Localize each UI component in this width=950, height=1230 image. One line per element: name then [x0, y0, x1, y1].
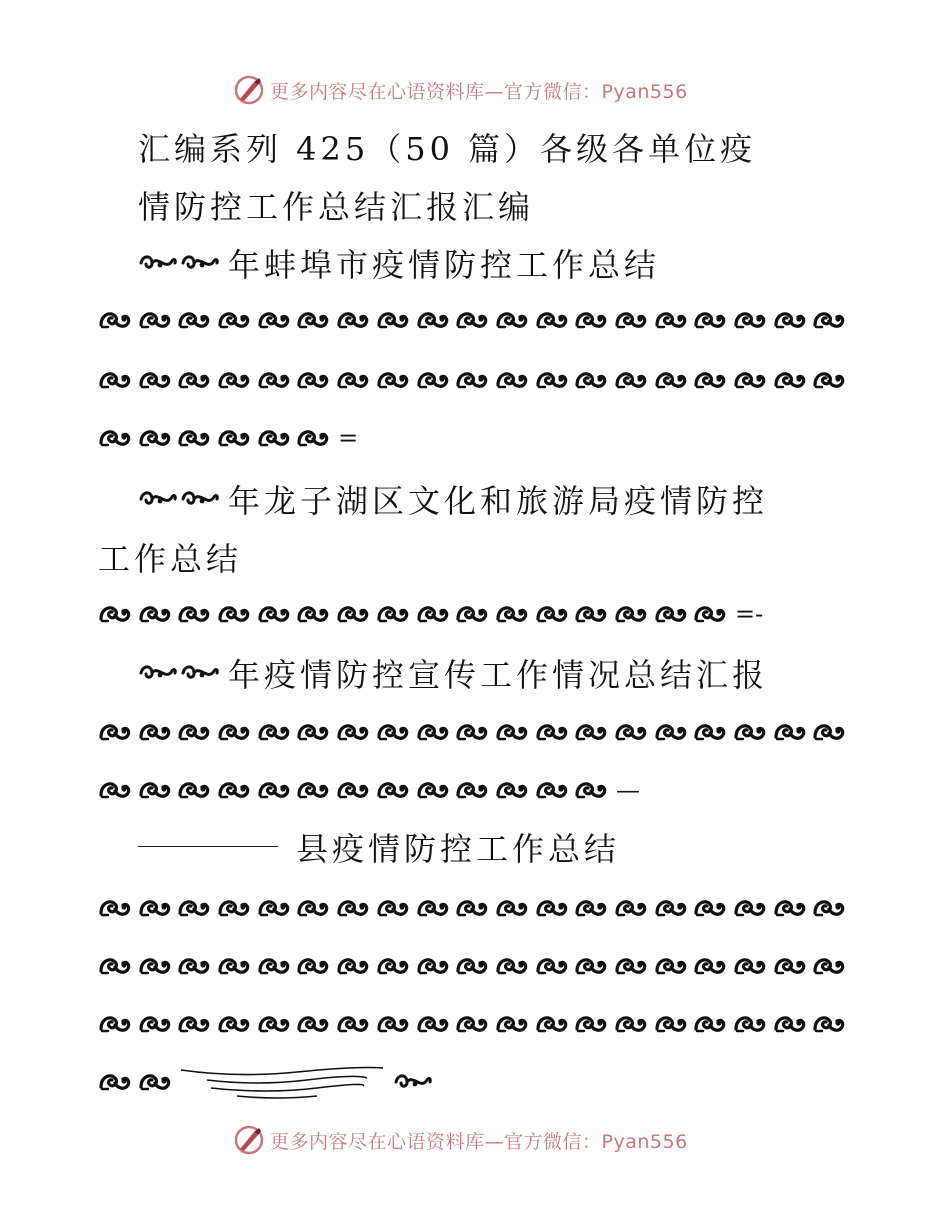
scroll-ornament-icon [336, 777, 370, 803]
toc-entry-2-continued: 工作总结 [98, 540, 243, 578]
scroll-ornament-icon [138, 719, 172, 745]
scroll-ornament-icon [693, 719, 727, 745]
scroll-ornament-icon [535, 307, 569, 333]
scroll-ornament-icon [336, 601, 370, 627]
scroll-ornament-icon [693, 953, 727, 979]
scroll-ornament-icon [495, 777, 529, 803]
scroll-ornament-icon [773, 895, 807, 921]
leader-row [98, 362, 852, 398]
scroll-ornament-icon [614, 307, 648, 333]
leader-row [98, 890, 852, 926]
scroll-ornament-icon [98, 367, 132, 393]
scroll-ornament-icon [535, 895, 569, 921]
flourish-ornament-icon [138, 487, 178, 511]
scroll-ornament-icon [654, 719, 688, 745]
scroll-ornament-icon [773, 367, 807, 393]
scroll-ornament-icon [217, 307, 251, 333]
toc-entry-3-title: 年疫情防控宣传工作情况总结汇报 [228, 656, 769, 694]
scroll-ornament-icon [138, 307, 172, 333]
scroll-ornament-icon [654, 367, 688, 393]
scroll-ornament-icon [98, 601, 132, 627]
scroll-ornament-icon [416, 601, 450, 627]
flourish-ornament-icon [180, 661, 220, 685]
scroll-ornament-icon [416, 953, 450, 979]
scroll-ornament-icon [733, 367, 767, 393]
scroll-ornament-icon [574, 777, 608, 803]
banner-text: 更多内容尽在心语资料库—官方微信：Pyan556 [270, 80, 688, 103]
scroll-ornament-icon [217, 719, 251, 745]
scroll-ornament-icon [812, 719, 846, 745]
scroll-ornament-icon [177, 953, 211, 979]
title-line-2: 情防控工作总结汇报汇编 [138, 188, 535, 226]
scroll-ornament-icon [336, 367, 370, 393]
scroll-ornament-icon [495, 719, 529, 745]
scroll-ornament-icon [495, 1011, 529, 1037]
scroll-ornament-icon [455, 367, 489, 393]
scroll-ornament-icon [574, 719, 608, 745]
scroll-ornament-icon [614, 953, 648, 979]
scroll-ornament-icon [535, 1011, 569, 1037]
scroll-ornament-icon [535, 953, 569, 979]
scroll-ornament-icon [336, 895, 370, 921]
scroll-ornament-icon [693, 307, 727, 333]
scroll-ornament-icon [177, 425, 211, 451]
scroll-ornament-icon [574, 953, 608, 979]
header-banner [232, 70, 752, 110]
scroll-ornament-icon [138, 895, 172, 921]
scroll-ornament-icon [654, 895, 688, 921]
scroll-ornament-icon [98, 953, 132, 979]
scroll-ornament-icon [177, 777, 211, 803]
scroll-ornament-icon [376, 601, 410, 627]
scroll-ornament-icon [654, 601, 688, 627]
scroll-ornament-icon [416, 777, 450, 803]
scroll-ornament-icon [812, 895, 846, 921]
scroll-ornament-icon [574, 895, 608, 921]
scroll-ornament-icon [455, 953, 489, 979]
scroll-ornament-icon [296, 425, 330, 451]
scroll-ornament-icon [416, 307, 450, 333]
scroll-ornament-icon [257, 1011, 291, 1037]
flourish-ornament-icon [138, 251, 178, 275]
scroll-ornament-icon [257, 777, 291, 803]
scroll-ornament-icon [773, 953, 807, 979]
scroll-ornament-icon [217, 601, 251, 627]
scroll-ornament-icon [455, 777, 489, 803]
banner-text: 更多内容尽在心语资料库—官方微信：Pyan556 [270, 1130, 688, 1153]
scroll-ornament-icon [296, 367, 330, 393]
scroll-ornament-icon [654, 1011, 688, 1037]
toc-entry-2 [138, 474, 768, 524]
scroll-ornament-icon [138, 367, 172, 393]
leader-row [98, 302, 852, 338]
scroll-ornament-icon [257, 367, 291, 393]
scroll-ornament-icon [535, 367, 569, 393]
leader-row [98, 772, 640, 808]
dash-leader [138, 842, 278, 852]
scroll-ornament-icon [376, 1011, 410, 1037]
scroll-ornament-icon [336, 953, 370, 979]
flourish-ornament-icon [393, 1070, 433, 1094]
scroll-ornament-icon [733, 895, 767, 921]
scroll-ornament-icon [296, 895, 330, 921]
scroll-ornament-icon [535, 601, 569, 627]
page-number-mark: — [615, 776, 640, 804]
scroll-ornament-icon [296, 307, 330, 333]
scroll-ornament-icon [376, 719, 410, 745]
scroll-ornament-icon [217, 367, 251, 393]
scroll-ornament-icon [336, 1011, 370, 1037]
scroll-ornament-icon [773, 1011, 807, 1037]
pen-logo-icon [232, 73, 266, 107]
scroll-ornament-icon [217, 953, 251, 979]
scroll-ornament-icon [416, 895, 450, 921]
scroll-ornament-icon [177, 1011, 211, 1037]
scroll-ornament-icon [574, 307, 608, 333]
scroll-ornament-icon [416, 1011, 450, 1037]
page-number-mark: =- [735, 600, 764, 628]
scroll-ornament-icon [773, 719, 807, 745]
scroll-ornament-icon [614, 601, 648, 627]
scroll-ornament-icon [217, 1011, 251, 1037]
toc-entry-1 [138, 238, 660, 288]
scroll-ornament-icon [177, 601, 211, 627]
scroll-ornament-icon [98, 1069, 132, 1095]
scroll-ornament-icon [296, 719, 330, 745]
scroll-ornament-icon [177, 895, 211, 921]
scroll-ornament-icon [138, 953, 172, 979]
leader-row [98, 1006, 852, 1042]
scroll-ornament-icon [614, 895, 648, 921]
scroll-ornament-icon [296, 777, 330, 803]
scroll-ornament-icon [98, 895, 132, 921]
scroll-ornament-icon [217, 895, 251, 921]
scroll-ornament-icon [693, 367, 727, 393]
scroll-ornament-icon [812, 953, 846, 979]
toc-entry-4 [138, 822, 620, 872]
scroll-ornament-icon [98, 719, 132, 745]
scroll-ornament-icon [733, 307, 767, 333]
scroll-ornament-icon [336, 719, 370, 745]
scroll-ornament-icon [693, 895, 727, 921]
flourish-ornament-icon [138, 661, 178, 685]
toc-entry-2-title: 年龙子湖区文化和旅游局疫情防控 [228, 482, 769, 520]
scroll-ornament-icon [733, 953, 767, 979]
scroll-ornament-icon [574, 1011, 608, 1037]
scroll-ornament-icon [138, 777, 172, 803]
toc-entry-3 [138, 648, 768, 698]
scroll-ornament-icon [812, 1011, 846, 1037]
scroll-ornament-icon [257, 719, 291, 745]
footer-banner [232, 1120, 752, 1160]
scroll-ornament-icon [138, 1011, 172, 1037]
scroll-ornament-icon [257, 425, 291, 451]
flourish-ornament-icon [180, 251, 220, 275]
scroll-ornament-icon [495, 367, 529, 393]
scroll-ornament-icon [138, 425, 172, 451]
leader-row [98, 420, 358, 456]
scroll-ornament-icon [376, 367, 410, 393]
scroll-ornament-icon [177, 719, 211, 745]
scroll-ornament-icon [416, 719, 450, 745]
scroll-ornament-icon [336, 307, 370, 333]
scroll-ornament-icon [217, 425, 251, 451]
scroll-ornament-icon [495, 601, 529, 627]
scroll-ornament-icon [455, 719, 489, 745]
pen-logo-icon [232, 1123, 266, 1157]
scroll-ornament-icon [693, 601, 727, 627]
scroll-ornament-icon [693, 1011, 727, 1037]
scroll-ornament-icon [217, 777, 251, 803]
scroll-ornament-icon [257, 895, 291, 921]
scroll-ornament-icon [257, 601, 291, 627]
scroll-ornament-icon [455, 1011, 489, 1037]
scroll-ornament-icon [296, 953, 330, 979]
toc-entry-4-title: 县疫情防控工作总结 [296, 830, 621, 868]
scroll-ornament-icon [574, 601, 608, 627]
scroll-ornament-icon [495, 895, 529, 921]
toc-entry-1-title: 年蚌埠市疫情防控工作总结 [228, 246, 661, 284]
scroll-ornament-icon [296, 1011, 330, 1037]
scroll-ornament-icon [733, 1011, 767, 1037]
scroll-ornament-icon [574, 367, 608, 393]
scroll-ornament-icon [812, 307, 846, 333]
scroll-ornament-icon [376, 953, 410, 979]
leader-row [98, 714, 852, 750]
scroll-ornament-icon [416, 367, 450, 393]
scroll-ornament-icon [614, 367, 648, 393]
leader-row [98, 948, 852, 984]
scroll-ornament-icon [654, 307, 688, 333]
scroll-ornament-icon [138, 1069, 172, 1095]
scroll-ornament-icon [535, 777, 569, 803]
scroll-ornament-icon [98, 307, 132, 333]
title-line-1: 汇编系列 425（50 篇）各级各单位疫 [138, 130, 757, 168]
scroll-ornament-icon [177, 307, 211, 333]
scroll-ornament-icon [495, 953, 529, 979]
scroll-ornament-icon [733, 719, 767, 745]
scroll-ornament-icon [257, 307, 291, 333]
wave-lines-icon [177, 1064, 387, 1100]
scroll-ornament-icon [614, 1011, 648, 1037]
flourish-ornament-icon [180, 487, 220, 511]
scroll-ornament-icon [812, 367, 846, 393]
scroll-ornament-icon [495, 307, 529, 333]
scroll-ornament-icon [654, 953, 688, 979]
scroll-ornament-icon [257, 953, 291, 979]
scroll-ornament-icon [376, 895, 410, 921]
page-number-mark: = [338, 424, 359, 452]
scroll-ornament-icon [138, 601, 172, 627]
leader-row [98, 596, 763, 632]
scroll-ornament-icon [535, 719, 569, 745]
scroll-ornament-icon [98, 425, 132, 451]
scroll-ornament-icon [455, 307, 489, 333]
scroll-ornament-icon [376, 307, 410, 333]
scroll-ornament-icon [376, 777, 410, 803]
scroll-ornament-icon [98, 777, 132, 803]
scroll-ornament-icon [455, 601, 489, 627]
leader-row [98, 1064, 435, 1100]
scroll-ornament-icon [614, 719, 648, 745]
scroll-ornament-icon [455, 895, 489, 921]
scroll-ornament-icon [98, 1011, 132, 1037]
scroll-ornament-icon [773, 307, 807, 333]
scroll-ornament-icon [177, 367, 211, 393]
scroll-ornament-icon [296, 601, 330, 627]
